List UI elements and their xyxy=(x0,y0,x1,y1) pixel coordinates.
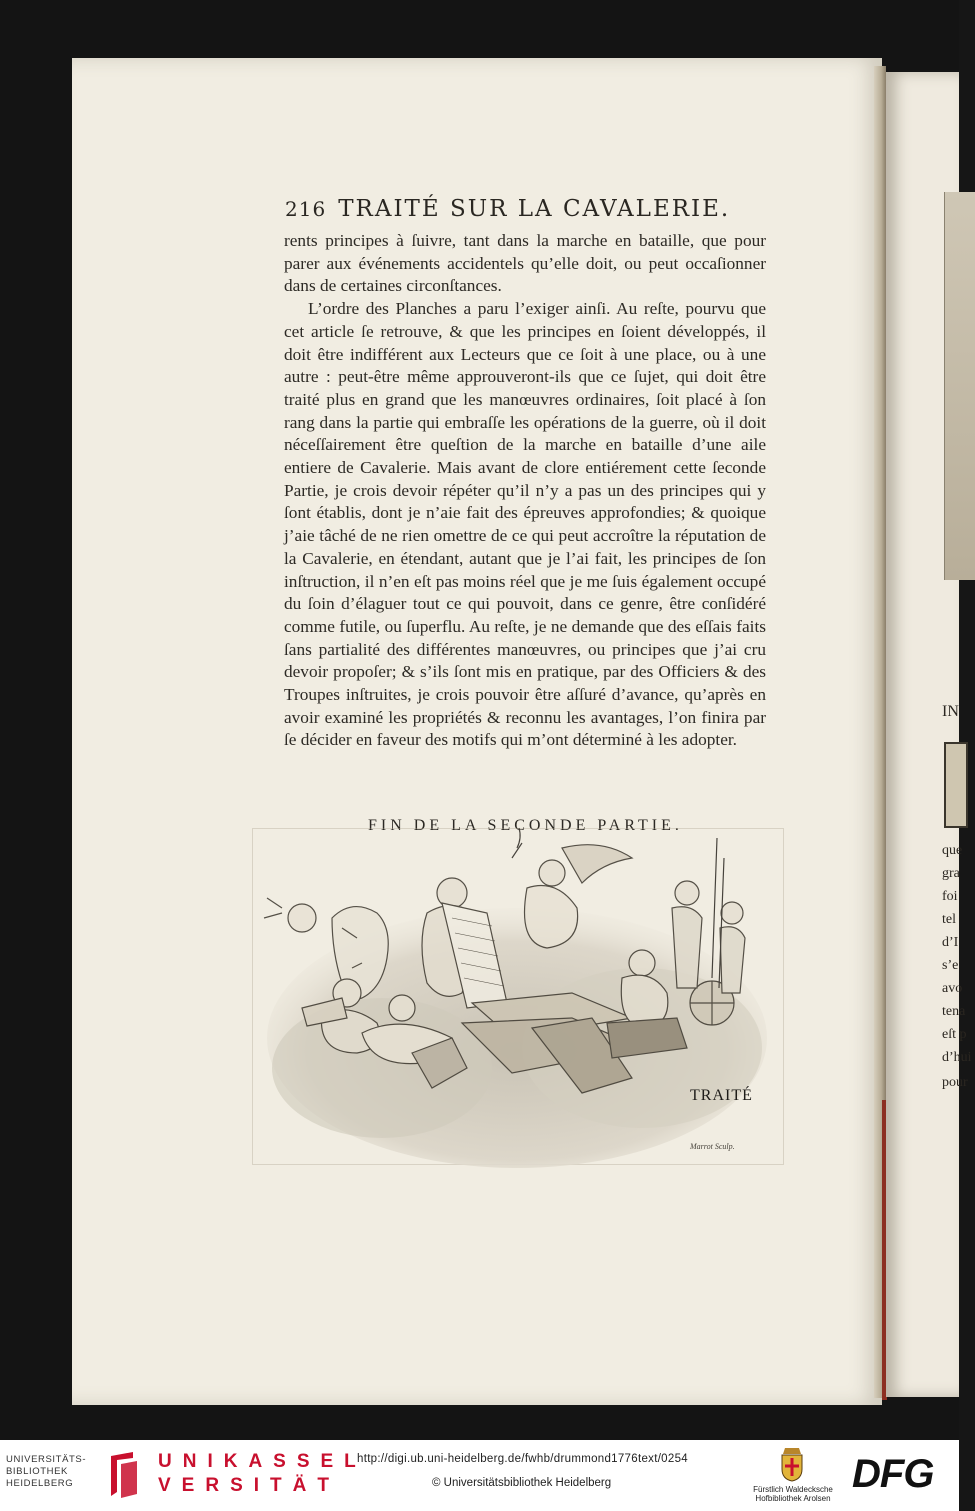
next-page-line: foi xyxy=(942,889,958,904)
catchword: TRAITÉ xyxy=(690,1087,753,1104)
next-page-line: pour xyxy=(942,1075,968,1090)
next-page-line: tel xyxy=(942,912,956,927)
arolsen-crest-icon xyxy=(779,1446,805,1482)
next-page-line: eſt p xyxy=(942,1027,967,1042)
next-page-line: s’e xyxy=(942,958,959,973)
dfg-logo: DFG xyxy=(852,1452,934,1496)
next-page-heading: IN xyxy=(942,703,959,720)
source-url[interactable]: http://digi.ub.uni-heidelberg.de/fwhb/drummond1776text/0254 xyxy=(357,1453,688,1465)
next-page-ornament xyxy=(944,742,968,828)
next-page-line: avo xyxy=(942,981,963,996)
next-page-plate xyxy=(944,192,975,580)
next-page-line: tena xyxy=(942,1004,966,1019)
footer-bar xyxy=(0,1440,959,1511)
copyright-notice: © Universitätsbibliothek Heidelberg xyxy=(432,1477,612,1489)
ub-heidelberg-name: UNIVERSITÄTS- BIBLIOTHEK HEIDELBERG xyxy=(6,1454,87,1489)
cherubs-vignette-engraving xyxy=(262,838,772,1164)
arolsen-library-name: Fürstlich Waldecksche Hofbibliothek Arolsen xyxy=(753,1485,833,1503)
body-text xyxy=(284,230,766,752)
next-page-line: que xyxy=(942,843,963,858)
ub-heidelberg-logo-icon xyxy=(103,1448,143,1500)
part-end-title: FIN DE LA SECONDE PARTIE. xyxy=(368,817,683,834)
next-page-line: d’hui xyxy=(942,1050,972,1065)
engraver-signature: Marrot Sculp. xyxy=(690,1142,735,1151)
paragraph: L’ordre des Planches a paru l’exiger ainſi. Au reſte, pourvu que cet article ſe retrouve, & que les principes en ſoient développés, il doit être indifférent aux Lecteurs que ce ſoit à une place, ou à une autre : peut-être même approuveront-ils que ce ſujet, qui doit être traité plus en grand que les manœuvres ordinaires, ſoit placé à ſon rang dans la partie qui embraſſe les opérations de la guerre, où il doit néceſſairement être queſtion de la marche en bataille d’une aile entiere de Cavalerie. Mais avant de clore entiérement cette ſeconde Partie, je crois devoir répéter qu’il n’y a pas un des principes qui y ſont établis, dont je n’aie fait des épreuves approfondies; & quoique j’aie tâché de ne rien omettre de ce qui peut accroître la réputation de la Cavalerie, en étendant, autant que je l’ai fait, les principes de ſon inſtruction, il n’en eſt pas moins réel que je me ſuis également occupé du ſoin d’élaguer tout ce qui pouvoit, dans ce genre, être conſidéré comme futile, ou ſuperflu. Au reſte, je ne demande que des eſſais faits ſans partialité des différentes manœuvres, ou principes que j’ai cru devoir propoſer; & s’ils ſont mis en pratique, par des Officiers & des Troupes inſtruites, je crois pouvoir être aſſuré d’avance, qu’après en avoir examiné les propriétés & reconnu les avantages, l’on finira par ſe décider en faveur des motifs qui m’ont déterminé à les adopter. xyxy=(284,299,766,750)
uni-kassel-logo: UNIKASSEL VERSITÄT xyxy=(158,1451,367,1496)
next-page-line: d’I xyxy=(942,935,959,950)
running-title: TRAITÉ SUR LA CAVALERIE. xyxy=(338,196,731,222)
next-page-line: gra xyxy=(942,866,960,881)
next-page xyxy=(886,72,959,1397)
running-header xyxy=(285,196,765,222)
page-number: 216 xyxy=(285,197,327,221)
paragraph: rents principes à ſuivre, tant dans la marche en bataille, que pour parer aux événements accidentels qu’elle doit, ou peut occaſionner dans de certaines circonſtances. xyxy=(284,231,766,296)
